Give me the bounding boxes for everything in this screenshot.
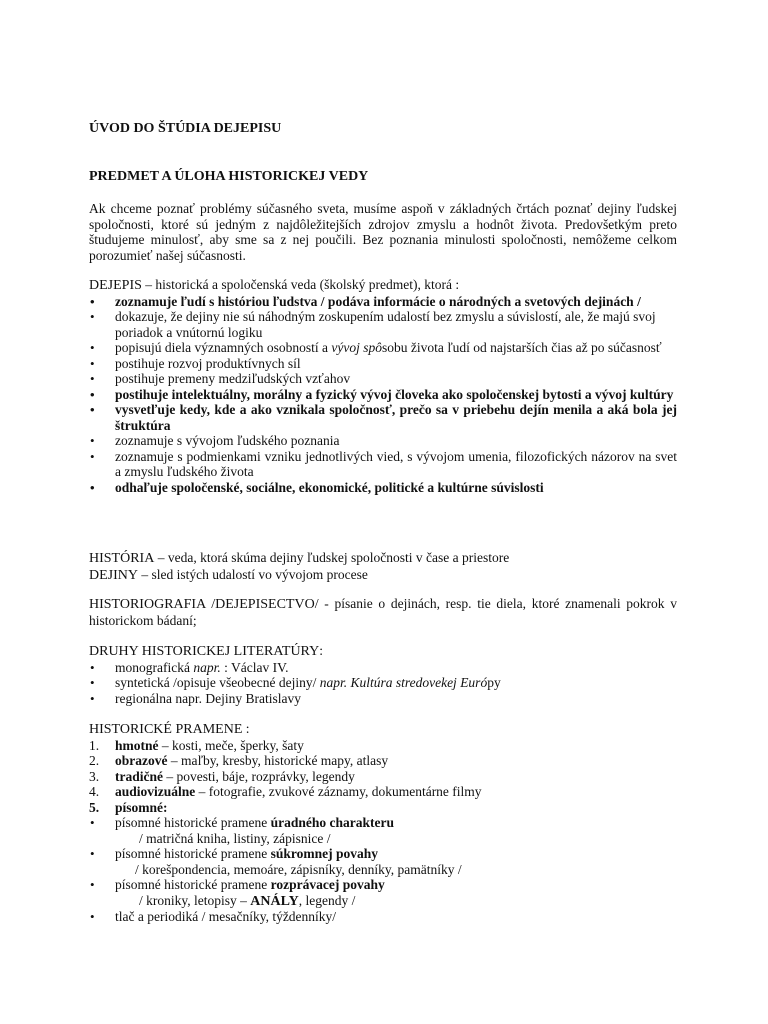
list-item-text: tlač a periodiká / mesačníky, týždenníky/ (115, 909, 337, 924)
list-item (89, 660, 677, 676)
druhy-list (89, 660, 677, 707)
list-item-term: písomné: (115, 799, 168, 815)
list-item-text: písomné historické pramene (115, 877, 271, 892)
pramene-colon: : (242, 721, 250, 736)
list-item: • zoznamuje s podmienkami vzniku jednotlivých vied, s vývojom umenia, filozofických názorov na svet a zmyslu ľudského života (89, 449, 677, 480)
dejepis-definition-text: – historická a spoločenská veda (školský predmet), ktorá : (141, 277, 460, 292)
list-item-text: syntetická /opisuje všeobecné dejiny/ (115, 675, 320, 690)
list-item-subline: / korešpondencia, memoáre, zápisníky, denníky, pamätníky / (135, 861, 462, 877)
list-item-text: písomné historické pramene (115, 815, 271, 830)
list-item (89, 340, 677, 356)
list-item: • postihuje rozvoj produktívnych síl (89, 356, 677, 372)
list-item (89, 784, 677, 800)
list-item (89, 675, 677, 691)
list-item-text: py (487, 675, 501, 690)
list-item (89, 877, 677, 909)
dejepis-term: DEJEPIS (89, 278, 142, 293)
list-item: • postihuje premeny medziľudských vzťahov (89, 371, 677, 387)
list-item (89, 769, 677, 785)
historia-definition (89, 550, 677, 567)
list-item-subline: / matričná kniha, listiny, zápisnice / (139, 830, 331, 846)
list-item-text: sobu života ľudí od najstarších čias až po súčasnosť (381, 340, 662, 355)
list-item (89, 815, 677, 846)
list-item-text: – povesti, báje, rozprávky, legendy (163, 768, 355, 784)
list-item: • zoznamuje ľudí s históriou ľudstva / podáva informácie o národných a svetových dejinách / (89, 294, 677, 310)
list-item-italic: vývoj spô (331, 340, 382, 355)
druhy-section (89, 643, 677, 706)
list-item-text: regionálna napr. Dejiny Bratislavy (115, 690, 301, 706)
dejepis-list (89, 294, 677, 496)
list-item: • dokazuje, že dejiny nie sú náhodným zoskupením udalostí bez zmyslu a súvislostí, ale, že majú svoj poriadok a vnútornú logiku (89, 309, 677, 340)
dejiny-definition (89, 567, 677, 584)
list-item-number: 5. (89, 799, 100, 815)
section-heading: PREDMET A ÚLOHA HISTORICKEJ VEDY (89, 169, 369, 184)
dejiny-definition-text: – sled istých udalostí vo vývojom procese (138, 566, 368, 582)
list-item: • zoznamuje s vývojom ľudského poznania (89, 433, 677, 449)
list-item (89, 909, 677, 925)
list-item-term: audiovizuálne (115, 784, 196, 799)
page-title: ÚVOD DO ŠTÚDIA DEJEPISU (89, 121, 282, 136)
list-item-text: : Václav IV. (220, 659, 289, 675)
list-item-term: hmotné (115, 737, 159, 753)
list-item: • vysvetľuje kedy, kde a ako vznikala spoločnosť, prečo sa v priebehu dejín menila a aká bola jej štruktúra (89, 402, 677, 433)
pisomne-list (89, 815, 677, 925)
list-item-italic: napr. Kultúra stredovekej Euró (319, 675, 488, 690)
list-item-bold: úradného charakteru (270, 815, 394, 830)
list-item-bold: súkromnej povahy (270, 846, 378, 861)
historia-section (89, 550, 677, 583)
druhy-term: DRUHY HISTORICKEJ LITERATÚRY (89, 644, 320, 659)
druhy-colon: : (319, 643, 323, 658)
historiografia-section (89, 596, 677, 628)
pramene-heading (89, 721, 677, 738)
list-item-bold: ANÁLY (250, 893, 299, 909)
list-item-subline (115, 893, 677, 910)
intro-paragraph: Ak chceme poznať problémy súčasného sveta, musíme aspoň v základných črtách poznať dejiny ľudskej spoločnosti, ktoré sú jedným z najdôležitejších zdrojov zmyslu a hodnôt života. Predovšetkým preto študujeme minulosť, aby sme sa z nej poučili. Bez poznania minulosti spoločnosti, nemôžeme celkom porozumieť našej súčasnosti. (89, 201, 677, 263)
list-item (89, 691, 677, 707)
historiografia-definition-text: - písanie o dejinách, resp. tie diela, ktoré znamenali pokrok v historickom bádaní; (89, 596, 678, 628)
list-item (89, 800, 677, 816)
druhy-heading (89, 643, 677, 660)
dejiny-term: DEJINY (89, 567, 138, 583)
list-item-text: , legendy / (298, 892, 356, 908)
dejepis-definition (89, 277, 677, 294)
list-item-bold: rozprávacej povahy (270, 877, 385, 892)
list-item-text: – maľby, kresby, historické mapy, atlasy (167, 753, 389, 768)
historia-definition-text: – veda, ktorá skúma dejiny ľudskej spoločnosti v čase a priestore (154, 550, 510, 565)
list-item-text: monografická (115, 659, 194, 675)
list-item-text: – kosti, meče, šperky, šaty (158, 737, 304, 753)
list-item (89, 846, 677, 877)
pramene-section (89, 721, 677, 925)
intro-block (89, 201, 677, 263)
list-item-term: obrazové (115, 753, 168, 768)
list-item (89, 753, 677, 769)
list-item-number: 3. (89, 768, 100, 784)
historia-term: HISTÓRIA (89, 551, 155, 566)
historiografia-term: HISTORIOGRAFIA /DEJEPISECTVO/ (89, 597, 319, 612)
pramene-numbered-list (89, 738, 677, 816)
list-item-text: popisujú diela významných osobností a (115, 340, 332, 355)
list-item-text: – fotografie, zvukové záznamy, dokumentárne filmy (195, 784, 482, 799)
list-item-number: 2. (89, 753, 100, 768)
dejepis-section (89, 277, 677, 495)
list-item-number: 1. (89, 737, 100, 753)
list-item (89, 738, 677, 754)
list-item: • postihuje intelektuálny, morálny a fyzický vývoj človeka ako spoločenskej bytosti a vývoj kultúry (89, 387, 677, 403)
list-item-text: písomné historické pramene (115, 846, 271, 861)
list-item: • odhaľuje spoločenské, sociálne, ekonomické, politické a kultúrne súvislosti (89, 480, 677, 496)
list-item-italic: napr. (193, 659, 221, 675)
historiografia-definition (89, 596, 677, 628)
list-item-text: / kroniky, letopisy – (139, 892, 251, 908)
pramene-term: HISTORICKÉ PRAMENE (89, 722, 243, 737)
list-item-number: 4. (89, 784, 100, 799)
list-item-term: tradičné (115, 768, 163, 784)
